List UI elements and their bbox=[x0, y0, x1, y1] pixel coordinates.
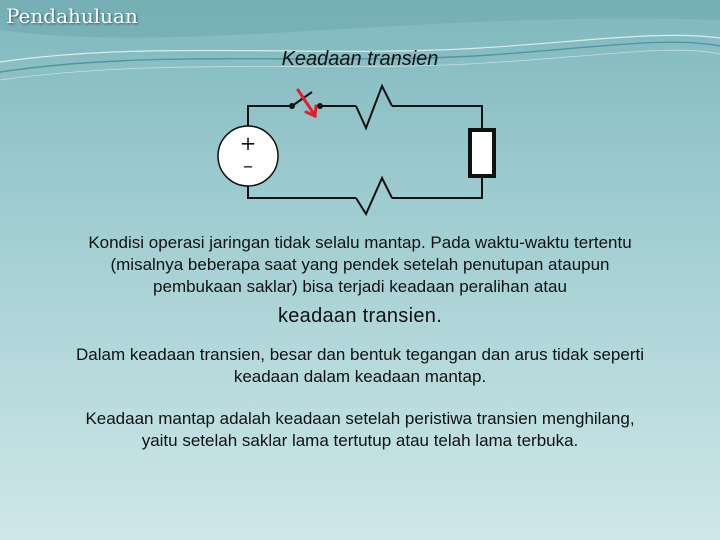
paragraph-1-period: . bbox=[436, 305, 443, 327]
switch-arrow-icon bbox=[298, 90, 316, 116]
top-wire-right bbox=[392, 106, 482, 130]
resistor-top-zigzag bbox=[356, 86, 392, 128]
right-wire-bottom bbox=[392, 176, 482, 198]
bottom-wire-left bbox=[248, 186, 356, 198]
load-resistor-box bbox=[470, 130, 494, 176]
source-plus-sign: + bbox=[239, 131, 257, 155]
switch-contact-right bbox=[317, 103, 323, 109]
paragraph-transient-definition bbox=[70, 232, 650, 334]
circuit-diagram bbox=[0, 0, 720, 230]
source-minus-sign: – bbox=[243, 153, 253, 177]
resistor-bottom-zigzag bbox=[356, 178, 392, 214]
emphasis-keadaan-transien: keadaan transien bbox=[277, 305, 437, 327]
slide-subtitle: Keadaan transien bbox=[281, 48, 439, 70]
slide-title: Pendahuluan bbox=[6, 4, 138, 28]
paragraph-steady-state: Keadaan mantap adalah keadaan setelah peristiwa transien menghilang, yaitu setelah saklar lama tertutup atau telah lama terbuka. bbox=[85, 409, 635, 450]
top-wire-left bbox=[248, 106, 292, 126]
paragraph-transient-state: Dalam keadaan transien, besar dan bentuk tegangan dan arus tidak seperti keadaan dalam keadaan mantap. bbox=[76, 345, 644, 386]
paragraph-1-text: Kondisi operasi jaringan tidak selalu mantap. Pada waktu-waktu tertentu (misalnya beberapa saat yang pendek setelah penutupan ataupun pembukaan saklar) bisa terjadi keadaan peralihan atau bbox=[88, 233, 632, 296]
